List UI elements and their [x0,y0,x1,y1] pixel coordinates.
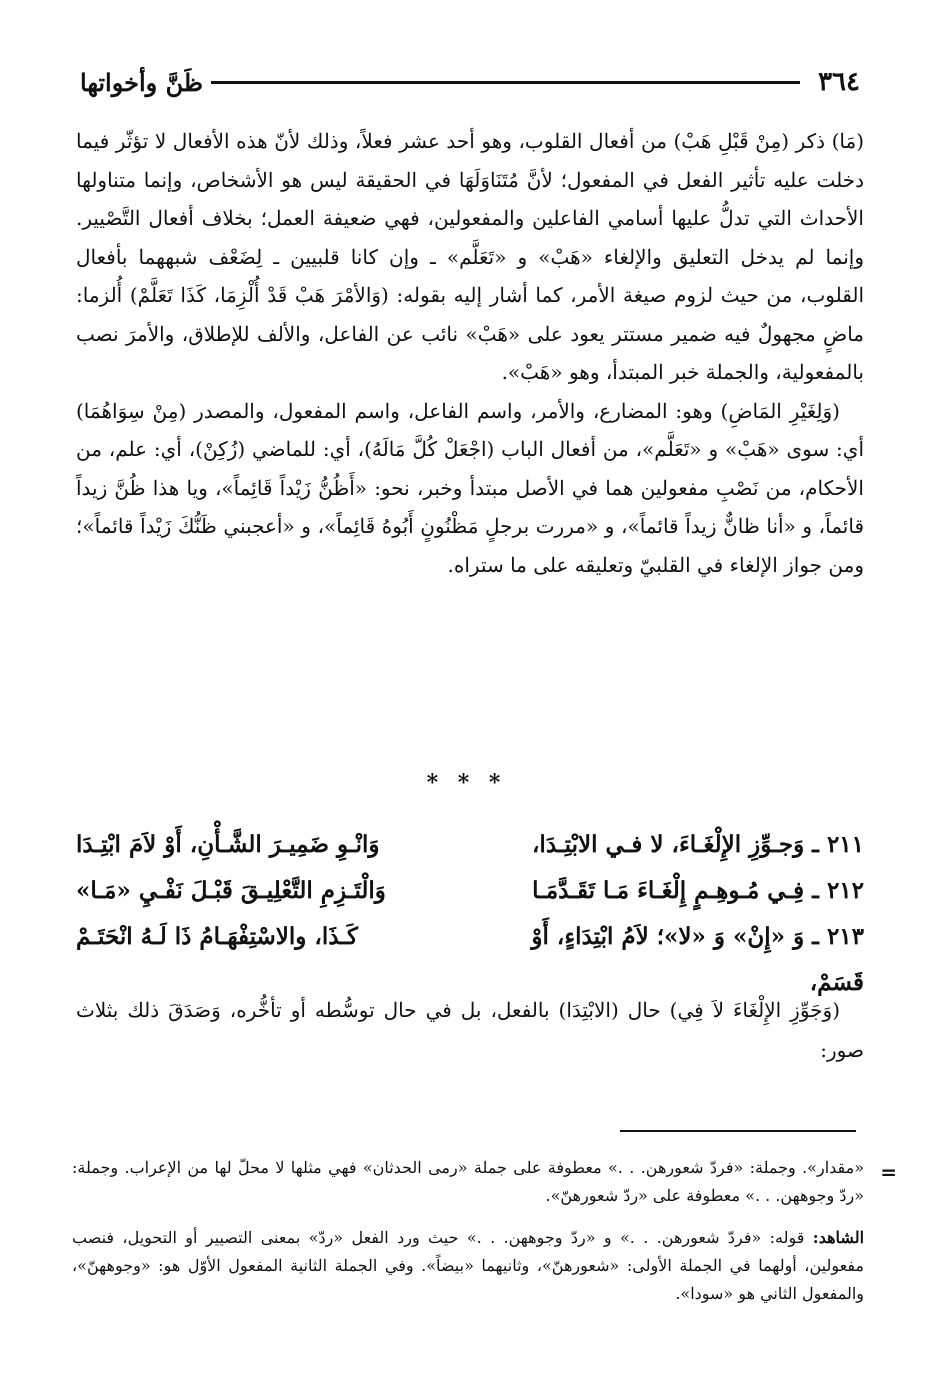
footnote-2-text: قوله: «فردّ شعورهن. . .» و «ردّ وجوههن. . .» حيث ورد الفعل «ردّ» بمعنى التصيير أو التحويل، فنصب مفعولين، أولهما في الجملة الأولى: «شعورهنّ»، وثانيهما «بيضاً». وفي الجملة الثانية المفعول الأوّل هو: «وجوههنّ»، والمفعول الثاني هو «سودا». [72,1228,864,1303]
verse-second-hemistich: وَالْتَـزِمِ التَّعْلِيـقَ قَبْـلَ نَفْـيِ «مَـا» [76,877,386,904]
footnote-1: «مقدار». وجملة: «فردّ شعورهن. . .» معطوفة على جملة «رمى الحدثان» فهي مثلها لا محلّ لها من الإعراب. وجملة: «ردّ وجوههن. . .» معطوفة على «ردّ شعورهنّ». [72,1158,864,1205]
paragraph-1: (مَا) ذكر (مِنْ قَبْلِ هَبْ) من أفعال القلوب، وهو أحد عشر فعلاً، وذلك لأنّ هذه الأفعال لا تؤثّر فيما دخلت عليه تأثير الفعل في المفعول؛ لأنَّ مُتَنَاوَلَهَا في الحقيقة ليس هو الأشخاص، وإنما متناولها الأحداث التي تدلُّ عليها أسامي الفاعلين والمفعولين، فهي ضعيفة العمل؛ بخلاف أفعال التَّصْيير. وإنما لم يدخل التعليق والإلغاء «هَبْ» و «تَعَلَّم» ـ وإن كانا قلبيين ـ لِضَعْف شبههما بأفعال القلوب، من حيث لزوم صيغة الأمر، كما أشار إليه بقوله: (وَالأمْرَ هَبْ قَدْ أُلْزِمَا، كَذَا تَعَلَّمْ) أُلزما: ماضٍ مجهولٌ فيه ضمير مستتر يعود على «هَبْ» نائب عن الفاعل، والألف للإطلاق، والأمرَ نصب بالمفعولية، والجملة خبر المبتدأ، وهو «هَبْ». [76,129,864,384]
verse-first-hemistich: ٢١٢ ـ فِـي مُـوهِـمٍ إِلْغَـاءَ مَـا تَقَـدَّمَـا [532,877,864,904]
verse-second-hemistich: وَانْـوِ ضَمِيـرَ الشَّـأْنِ، أَوْ لاَمَ ابْتِـدَا [76,831,380,858]
footnotes [72,1154,864,1308]
footnote-2 [72,1224,864,1308]
verse-first-hemistich: ٢١٣ ـ وَ «إِنْ» وَ «لا»؛ لاَمُ ابْتِدَاءٍ، أَوْ قَسَمْ، [531,923,864,996]
footnote-rule [620,1130,856,1132]
verse-block [76,822,864,1006]
footnote-label: الشاهد: [812,1228,865,1247]
chapter-title: ظَنَّ وأخواتها [80,67,203,97]
page-number: ٣٦٤ [818,67,860,97]
verse-first-hemistich: ٢١١ ـ وَجـوِّزِ الإِلْغَـاءَ، لا فـي الابْتِـدَا، [532,831,864,858]
header-rule [211,81,800,84]
commentary-paragraph: (وَجَوِّزِ الإِلْغَاءَ لاَ فِي) حال (الابْتِدَا) بالفعل، بل في حال توسُّطه أو تأخُّره، وَصَدَقَ ذلك بثلاث صور: [76,998,864,1062]
footnote-continuation-mark: = [880,1160,897,1184]
main-text [76,122,864,584]
verse-line [76,822,864,868]
verse-line [76,868,864,914]
verse-second-hemistich: كَـذَا، والاسْتِفْهَـامُ ذَا لَـهُ انْحَتَـمْ [76,923,358,950]
paragraph-2: (وَلِغَيْرِ المَاضِ) وهو: المضارع، والأمر، واسم الفاعل، واسم المفعول، والمصدر (مِنْ سِوَاهُمَا) أي: سوى «هَبْ» و «تَعَلَّم»، من أفعال الباب (اجْعَلْ كُلَّ مَالَهُ)، أي: للماضي (زُكِنْ)، أي: علم، من الأحكام، من نَصْبِ مفعولين هما في الأصل مبتدأ وخبر، نحو: «أَظُنُّ زَيْداً قَائِماً»، ويا هذا ظُنَّ زيداً قائماً، و «أنا ظانٌّ زيداً قائماً»، و «مررت برجلٍ مَظْنُونٍ أَبُوهُ قَائِماً»، و «أعجبني ظَنُّكَ زَيْداً قائماً»؛ ومن جواز الإلغاء في القلبيّ وتعليقه على ما ستراه. [76,398,864,577]
commentary-text [76,990,864,1070]
section-separator: * * * [426,770,507,796]
page-header [80,62,860,102]
